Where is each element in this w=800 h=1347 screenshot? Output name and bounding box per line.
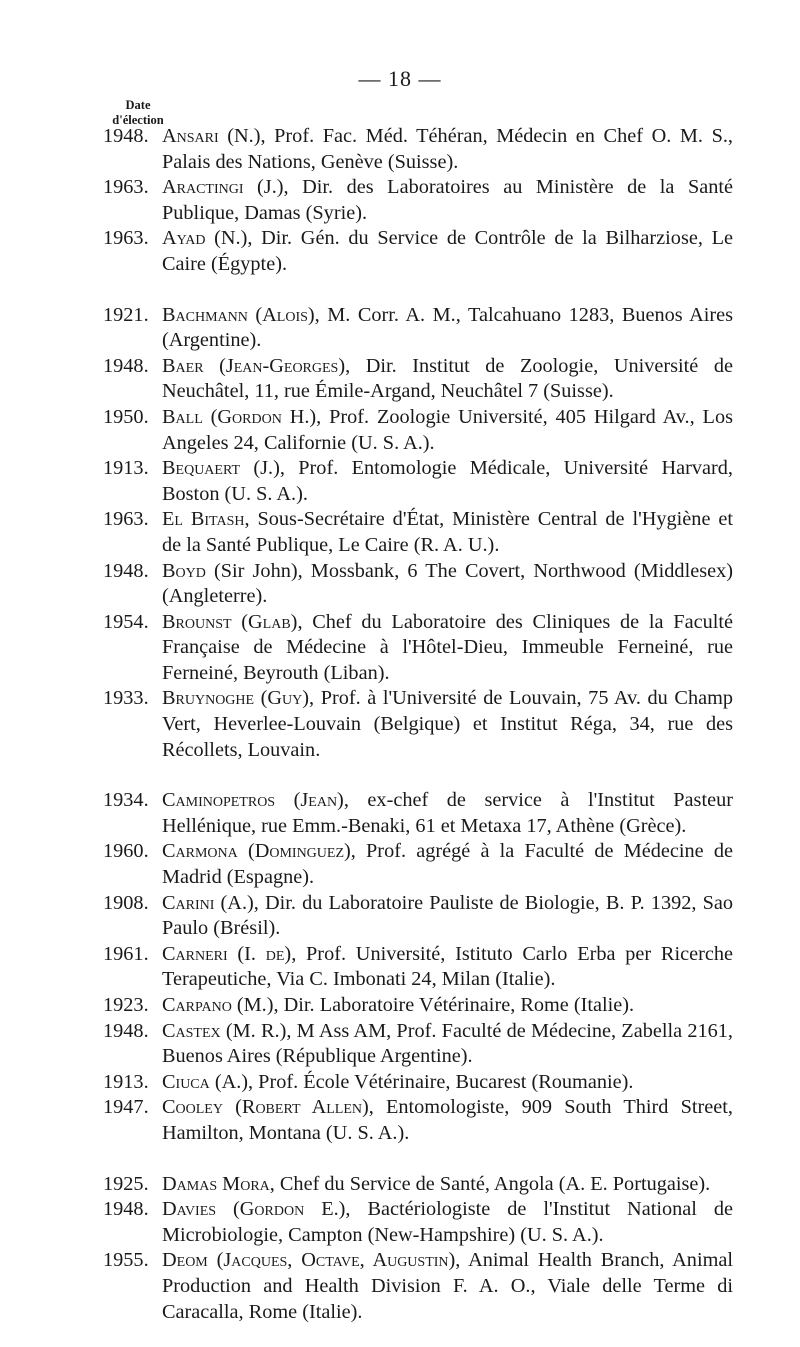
entry-year: 1963. bbox=[103, 227, 149, 250]
entry-name: Brounst (Glab) bbox=[162, 610, 298, 633]
entry-details: (Sir John), Mossbank, 6 The Covert, Northwood (Middlesex) (Angleterre). bbox=[162, 559, 733, 608]
entry-text bbox=[162, 891, 733, 942]
entry-year: 1955. bbox=[103, 1249, 149, 1272]
entry-details: , Sous-Secrétaire d'État, Ministère Central de l'Hygiène et de la Santé Publique, Le Caire (R. A. U.). bbox=[162, 508, 734, 556]
entry-year: 1954. bbox=[103, 610, 149, 633]
entry-text bbox=[162, 226, 733, 277]
date-header-line-1: Date bbox=[125, 98, 151, 112]
entry-details: , Prof. Université, Istituto Carlo Erba per Ricerche Terapeutiche, Via C. Imbonati 24, Milan (Italie). bbox=[162, 942, 733, 991]
entry-details: , Prof. agrégé à la Faculté de Médecine de Madrid (Espagne). bbox=[162, 840, 733, 889]
entry-name: Ayad bbox=[162, 227, 206, 250]
entry-year: 1963. bbox=[103, 176, 149, 199]
list-entry bbox=[103, 559, 733, 610]
entry-details: (N.), Prof. Fac. Méd. Téhéran, Médecin en Chef O. M. S., Palais des Nations, Genève (Suisse). bbox=[162, 125, 733, 173]
list-entry bbox=[103, 1070, 733, 1096]
entry-details: (A.), Dir. du Laboratoire Pauliste de Biologie, B. P. 1392, Sao Paulo (Brésil). bbox=[162, 891, 733, 940]
entry-text bbox=[162, 303, 733, 354]
entry-year: 1948. bbox=[103, 559, 149, 582]
list-entry bbox=[103, 507, 733, 558]
entry-name: El Bitash bbox=[162, 508, 245, 531]
entry-name: Caminopetros (Jean) bbox=[162, 789, 344, 812]
entry-text bbox=[162, 507, 733, 558]
entry-name: Carneri (I. de) bbox=[162, 942, 292, 965]
entry-year: 1913. bbox=[103, 1070, 149, 1093]
entry-details: (J.), Dir. des Laboratoires au Ministère de la Santé Publique, Damas (Syrie). bbox=[162, 176, 733, 224]
entry-text bbox=[162, 839, 733, 890]
list-entry bbox=[103, 1248, 733, 1325]
entry-details: (J.), Prof. Entomologie Médicale, Université Harvard, Boston (U. S. A.). bbox=[162, 457, 733, 505]
entry-name: Castex bbox=[162, 1019, 221, 1042]
entry-text bbox=[162, 1172, 733, 1198]
entry-details: , Animal Health Branch, Animal Production and Health Division F. A. O., Viale delle Terme di Caracalla, Rome (Italie). bbox=[162, 1249, 733, 1323]
entry-year: 1948. bbox=[103, 354, 149, 377]
entry-text bbox=[162, 1248, 733, 1325]
list-entry bbox=[103, 686, 733, 763]
entry-year: 1948. bbox=[103, 1198, 149, 1221]
entry-details: , M. Corr. A. M., Talcahuano 1283, Buenos Aires (Argentine). bbox=[162, 303, 733, 352]
entry-details: (M.), Dir. Laboratoire Vétérinaire, Rome (Italie). bbox=[231, 994, 635, 1016]
entry-name: Deom (Jacques, Octave, Augustin) bbox=[162, 1249, 456, 1272]
entry-year: 1948. bbox=[103, 125, 149, 147]
entry-details: H.), Prof. Zoologie Université, 405 Hilgard Av., Los Angeles 24, Californie (U. S. A.). bbox=[162, 405, 733, 454]
list-entry bbox=[103, 1019, 733, 1070]
entry-details: , ex-chef de service à l'Institut Pasteur Hellénique, rue Emm.-Benaki, 61 et Metaxa 17, Athène (Grèce). bbox=[162, 789, 733, 837]
entry-details: , Entomologiste, 909 South Third Street, Hamilton, Montana (U. S. A.). bbox=[162, 1096, 733, 1144]
entry-details: , Dir. Institut de Zoologie, Université de Neuchâtel, 11, rue Émile-Argand, Neuchâtel 7 (Suisse). bbox=[162, 354, 733, 403]
list-entry bbox=[103, 993, 733, 1019]
entry-details: , Chef du Service de Santé, Angola (A. E. Portugaise). bbox=[269, 1172, 711, 1195]
list-entry bbox=[103, 839, 733, 890]
entry-name: Carini bbox=[162, 891, 215, 914]
entry-year: 1948. bbox=[103, 1019, 149, 1042]
entry-details: (A.), Prof. École Vétérinaire, Bucarest (Roumanie). bbox=[209, 1070, 634, 1093]
entry-year: 1908. bbox=[103, 891, 149, 914]
entry-name: Ciuca bbox=[162, 1070, 210, 1093]
entry-text bbox=[162, 559, 733, 610]
list-entry bbox=[103, 303, 733, 354]
list-entry bbox=[103, 405, 733, 456]
entry-text bbox=[162, 405, 733, 456]
entry-year: 1913. bbox=[103, 457, 149, 480]
entry-name: Ball (Gordon bbox=[162, 405, 282, 428]
entry-details: , Chef du Laboratoire des Cliniques de la Faculté Française de Médecine à l'Hôtel-Dieu, Immeuble Ferneiné, rue Ferneiné, Beyrouth (Liban). bbox=[162, 610, 733, 684]
entry-name: Bachmann (Alois) bbox=[162, 303, 315, 326]
entry-name: Bequaert bbox=[162, 457, 241, 480]
list-entry bbox=[103, 124, 733, 175]
entry-text bbox=[162, 942, 733, 993]
entry-details: , Prof. à l'Université de Louvain, 75 Av. du Champ Vert, Heverlee-Louvain (Belgique) et Institut Réga, 34, rue des Récollets, Louvain. bbox=[162, 687, 733, 761]
entry-details: E.), Bactériologiste de l'Institut National de Microbiologie, Campton (New-Hampshire) (U. S. A.). bbox=[162, 1198, 734, 1246]
entry-name: Ansari bbox=[162, 125, 219, 147]
entry-name: Boyd bbox=[162, 559, 206, 582]
entry-text bbox=[162, 1019, 733, 1070]
entry-year: 1950. bbox=[103, 405, 149, 428]
entry-text bbox=[162, 175, 733, 226]
list-entry bbox=[103, 226, 733, 277]
list-entry bbox=[103, 1095, 733, 1146]
entry-name: Aractingi bbox=[162, 176, 244, 199]
entry-year: 1934. bbox=[103, 789, 149, 812]
list-entry bbox=[103, 788, 733, 839]
entry-text bbox=[162, 788, 733, 839]
entry-details: (N.), Dir. Gén. du Service de Contrôle de la Bilharziose, Le Caire (Égypte). bbox=[162, 227, 733, 275]
list-entry bbox=[103, 354, 733, 405]
list-entry bbox=[103, 942, 733, 993]
list-entry bbox=[103, 175, 733, 226]
list-entry bbox=[103, 610, 733, 687]
entry-year: 1947. bbox=[103, 1096, 149, 1119]
entry-name: Cooley (Robert Allen) bbox=[162, 1096, 369, 1119]
entry-text bbox=[162, 1070, 733, 1096]
entry-text bbox=[162, 354, 733, 405]
entry-name: Carpano bbox=[162, 994, 232, 1016]
list-entry bbox=[103, 891, 733, 942]
entry-text bbox=[162, 1095, 733, 1146]
entry-name: Bruynoghe (Guy) bbox=[162, 687, 310, 710]
entry-text bbox=[162, 456, 733, 507]
list-entry bbox=[103, 456, 733, 507]
entry-year: 1963. bbox=[103, 508, 149, 531]
entry-text bbox=[162, 124, 733, 175]
list-entry bbox=[103, 1197, 733, 1248]
entry-name: Damas Mora bbox=[162, 1172, 270, 1195]
entry-year: 1923. bbox=[103, 994, 149, 1016]
entry-year: 1921. bbox=[103, 303, 149, 326]
entry-year: 1925. bbox=[103, 1172, 149, 1195]
page-number: — 18 — bbox=[358, 66, 442, 91]
entry-year: 1960. bbox=[103, 840, 149, 863]
date-header-line-2: d'élection bbox=[112, 113, 164, 127]
entry-text bbox=[162, 1197, 733, 1248]
entry-year: 1961. bbox=[103, 942, 149, 965]
entry-text bbox=[162, 993, 733, 1019]
entry-details: (M. R.), M Ass AM, Prof. Faculté de Médecine, Zabella 2161, Buenos Aires (République Argentine). bbox=[162, 1019, 733, 1068]
entry-name: Baer (Jean-Georges) bbox=[162, 354, 346, 377]
entry-name: Davies (Gordon bbox=[162, 1198, 305, 1221]
member-list bbox=[103, 124, 733, 1325]
entry-text bbox=[162, 686, 733, 763]
list-entry bbox=[103, 1172, 733, 1198]
entry-name: Carmona (Dominguez) bbox=[162, 840, 351, 863]
entry-year: 1933. bbox=[103, 687, 149, 710]
entry-text bbox=[162, 610, 733, 687]
